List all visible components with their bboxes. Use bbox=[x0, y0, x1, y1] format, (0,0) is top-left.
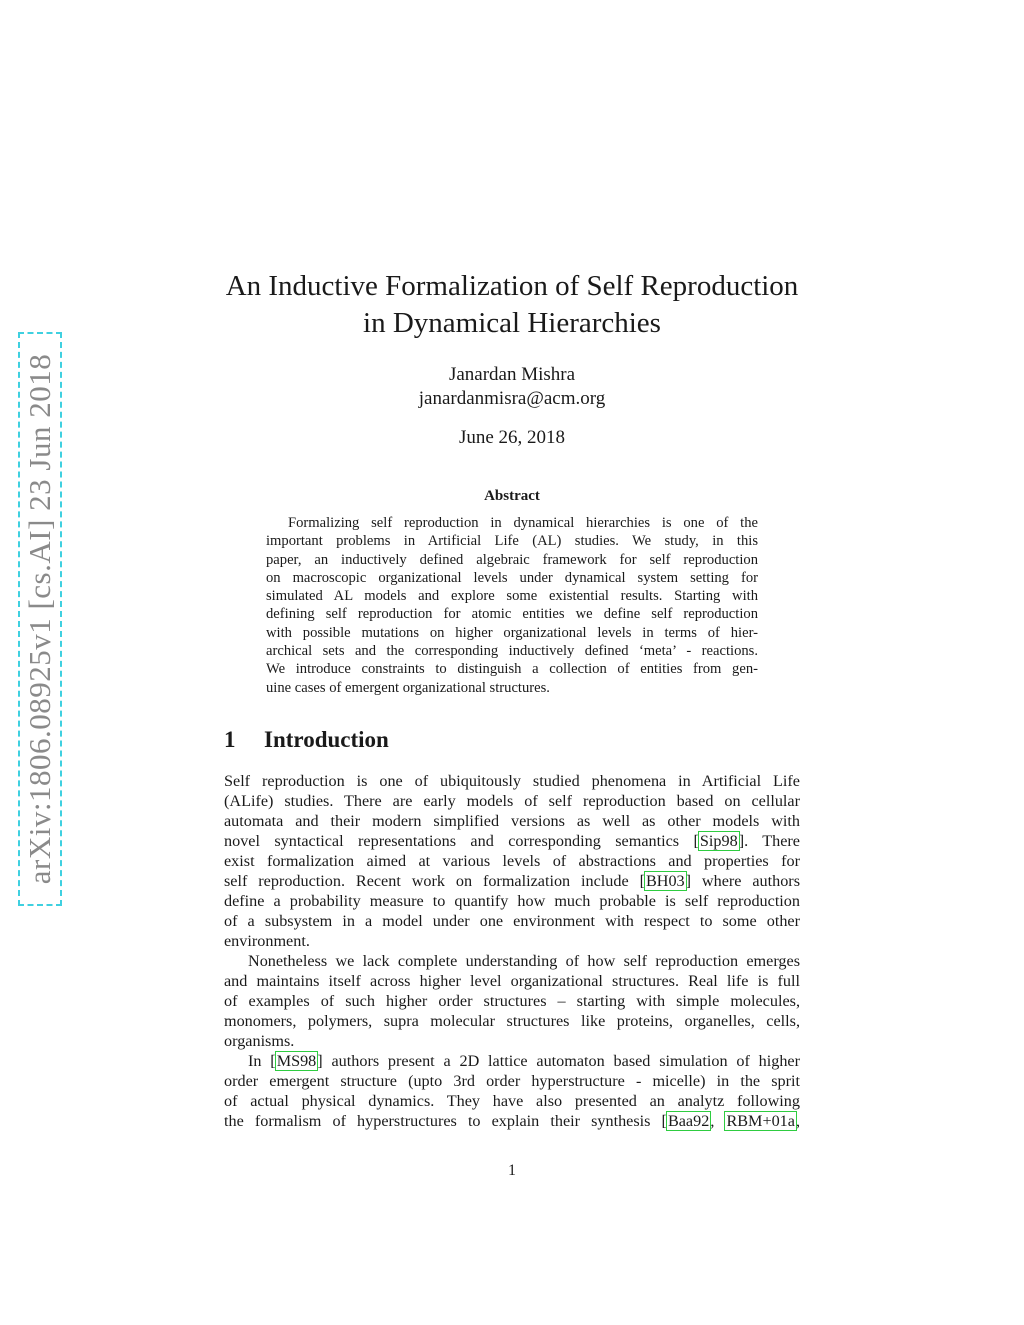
body-line bbox=[224, 1111, 800, 1131]
abstract-line: paper, an inductively defined algebraic framework for self reproduction bbox=[266, 551, 758, 568]
body-line: Nonetheless we lack complete understanding of how self reproduction emerges bbox=[248, 952, 800, 970]
body-line: and maintains itself across higher level organizational structures. Real life is full bbox=[224, 972, 800, 990]
body-line: (ALife) studies. There are early models of self reproduction based on cellular bbox=[224, 792, 800, 810]
section-heading-introduction bbox=[224, 727, 389, 753]
abstract-line: defining self reproduction for atomic entities we define self reproduction bbox=[266, 606, 758, 623]
paper-title bbox=[180, 268, 844, 342]
body-line: order emergent structure (upto 3rd order hyperstructure - micelle) in the sprit bbox=[224, 1072, 800, 1090]
body-line: self reproduction. Recent work on formalization include [BH03] where authors bbox=[224, 872, 800, 890]
body-line: environment. bbox=[224, 932, 310, 950]
publication-date: June 26, 2018 bbox=[458, 427, 566, 448]
body-line: Self reproduction is one of ubiquitously studied phenomena in Artificial Life bbox=[224, 772, 800, 790]
body-line: of actual physical dynamics. They have also presented an analytz following bbox=[224, 1092, 800, 1110]
arxiv-identifier-text: arXiv:1806.08925v1 [cs.AI] 23 Jun 2018 bbox=[22, 353, 57, 885]
author-email: janardanmisra@acm.org bbox=[418, 388, 606, 409]
text-fragment: self reproduction. Recent work on formalization include bbox=[224, 872, 640, 890]
text-fragment: , bbox=[795, 1112, 800, 1130]
abstract-line: simulated AL models and explore some existential results. Starting with bbox=[266, 588, 758, 605]
title-line-2: in Dynamical Hierarchies bbox=[363, 307, 661, 339]
text-fragment: where authors bbox=[691, 872, 800, 890]
body-line: monomers, polymers, supra molecular structures like proteins, organelles, cells, bbox=[224, 1012, 800, 1030]
abstract-heading: Abstract bbox=[484, 488, 540, 504]
body-line: novel syntactical representations and corresponding semantics [Sip98]. There bbox=[224, 832, 800, 850]
arxiv-identifier-stamp[interactable] bbox=[18, 332, 62, 906]
citation-link-ms98[interactable]: MS98 bbox=[276, 1052, 317, 1070]
section-title: Introduction bbox=[264, 727, 389, 752]
section-number: 1 bbox=[224, 727, 236, 752]
text-fragment: the formalism of hyperstructures to explain their synthesis [ bbox=[224, 1112, 667, 1130]
abstract-line: important problems in Artificial Life (AL) studies. We study, in this bbox=[266, 533, 758, 550]
citation-link-rbm01a[interactable]: RBM+01a bbox=[726, 1112, 795, 1130]
body-line: automata and their modern simplified versions as well as other models with bbox=[224, 812, 800, 830]
text-fragment: , bbox=[710, 1112, 726, 1130]
abstract-line: Formalizing self reproduction in dynamical hierarchies is one of the bbox=[288, 515, 758, 531]
body-line: organisms. bbox=[224, 1032, 295, 1050]
body-line: In [MS98] authors present a 2D lattice automaton based simulation of higher bbox=[248, 1052, 800, 1070]
text-fragment: authors present a 2D lattice automaton based simulation of higher bbox=[322, 1052, 800, 1070]
introduction-body bbox=[224, 771, 800, 1131]
abstract-line: on macroscopic organizational levels under dynamical system setting for bbox=[266, 569, 758, 586]
abstract-line: with possible mutations on higher organizational levels in terms of hier- bbox=[266, 624, 758, 641]
citation-link-sip98[interactable]: Sip98 bbox=[699, 832, 738, 850]
text-fragment: In bbox=[248, 1052, 271, 1070]
author-name: Janardan Mishra bbox=[448, 364, 576, 385]
title-line-1: An Inductive Formalization of Self Reproduction bbox=[225, 270, 799, 302]
abstract-line: We introduce constraints to distinguish a collection of entities from gen- bbox=[266, 661, 758, 678]
body-line: exist formalization aimed at various levels of abstractions and properties for bbox=[224, 852, 800, 870]
citation-link-baa92[interactable]: Baa92 bbox=[667, 1112, 710, 1130]
body-line: define a probability measure to quantify how much probable is self reproduction bbox=[224, 892, 800, 910]
text-fragment: . There bbox=[744, 832, 800, 850]
abstract-line: archical sets and the corresponding inductively defined ‘meta’ - reactions. bbox=[266, 643, 758, 660]
citation-link-bh03[interactable]: BH03 bbox=[645, 872, 685, 890]
text-fragment: novel syntactical representations and corresponding semantics bbox=[224, 832, 694, 850]
abstract-line: uine cases of emergent organizational structures. bbox=[266, 679, 550, 696]
abstract-body bbox=[266, 514, 758, 697]
page-number: 1 bbox=[508, 1162, 516, 1179]
body-line: of examples of such higher order structures – starting with simple molecules, bbox=[224, 992, 800, 1010]
body-line: of a subsystem in a model under one environment with respect to some other bbox=[224, 912, 800, 930]
